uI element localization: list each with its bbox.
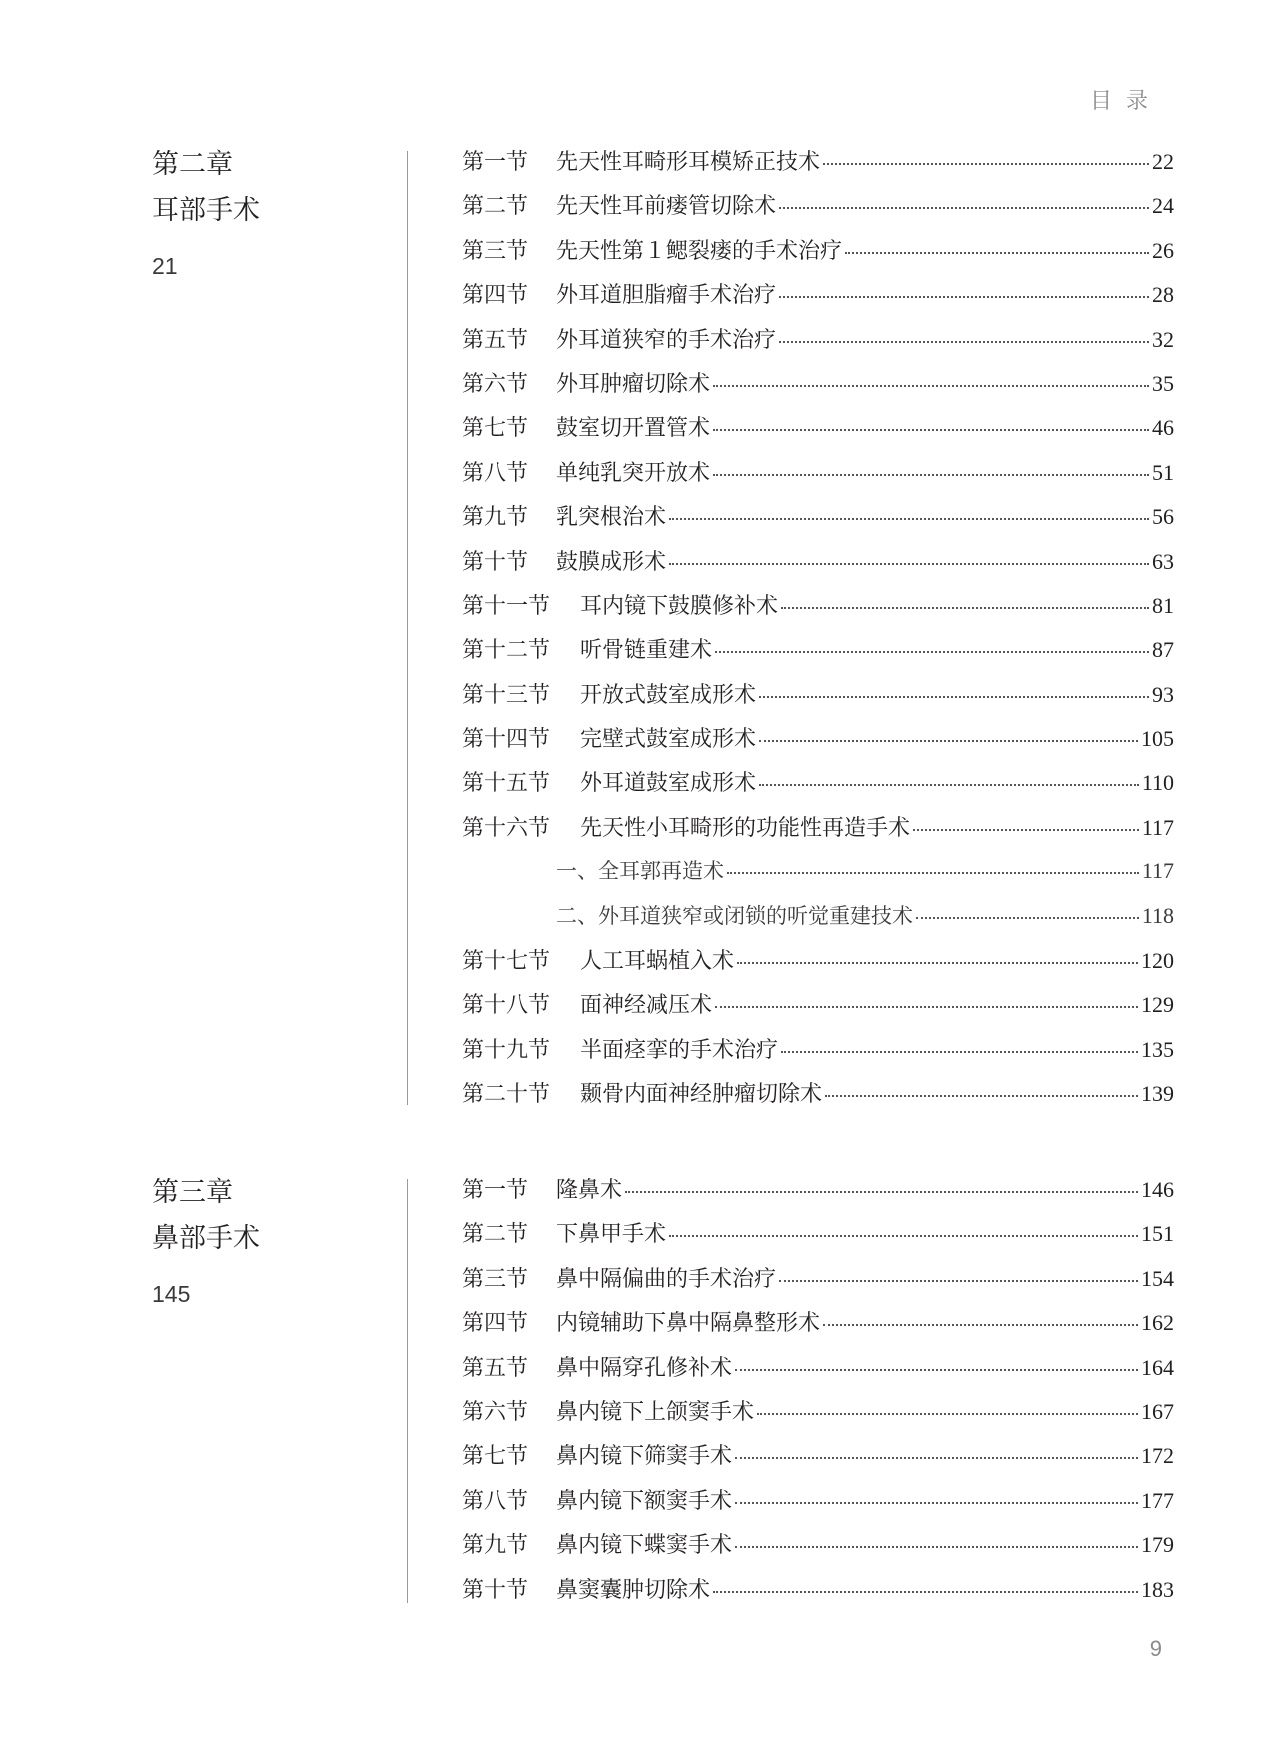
section-page-number: 117 [1141,814,1174,840]
dot-leader [669,563,1149,565]
section-page-number: 154 [1141,1265,1174,1291]
dot-leader [916,917,1139,919]
dot-leader [737,962,1138,964]
section-title: 鼻内镜下筛窦手术 [556,1444,733,1470]
toc-entry [462,1573,1174,1617]
section-number: 第四节 [462,283,529,309]
toc-entry-list [462,145,1174,1122]
dot-leader [715,651,1149,653]
toc-entry [462,411,1174,455]
toc-entry [462,367,1174,411]
section-title: 先天性耳前瘘管切除术 [556,194,777,220]
section-title: 鼻内镜下上颌窦手术 [556,1399,755,1425]
dot-leader [779,207,1149,209]
section-number: 第十五节 [462,771,551,797]
section-page-number: 167 [1141,1398,1174,1424]
section-title: 外耳道鼓室成形术 [580,771,757,797]
toc-entry [462,323,1174,367]
dot-leader [825,1095,1138,1097]
chapter-start-page: 145 [152,1281,191,1307]
toc-entry [462,456,1174,500]
toc-entry [462,1033,1174,1077]
dot-leader [625,1191,1138,1193]
section-page-number: 179 [1141,1532,1174,1558]
section-number: 第九节 [462,1533,529,1559]
section-title: 听骨链重建术 [580,638,713,664]
toc-entry [462,1528,1174,1572]
section-page-number: 110 [1141,770,1174,796]
dot-leader [781,607,1149,609]
section-page-number: 105 [1141,726,1174,752]
section-title: 一、全耳郭再造术 [556,859,724,884]
section-number: 第十八节 [462,993,551,1019]
section-page-number: 32 [1152,326,1174,352]
section-number: 第十三节 [462,682,551,708]
section-page-number: 46 [1152,415,1174,441]
toc-entry [462,766,1174,810]
section-title: 鼻中隔偏曲的手术治疗 [556,1266,777,1292]
toc-entry [462,1173,1174,1217]
dot-leader [713,385,1149,387]
dot-leader [727,872,1139,874]
dot-leader [715,1006,1138,1008]
section-number: 第八节 [462,460,529,486]
section-number: 第十二节 [462,638,551,664]
dot-leader [913,829,1139,831]
toc-entry [462,1077,1174,1121]
section-title: 完壁式鼓室成形术 [580,727,757,753]
section-title: 先天性小耳畸形的功能性再造手术 [580,815,911,841]
toc-subentry [462,900,1174,944]
section-page-number: 51 [1152,459,1174,485]
dot-leader [713,1591,1138,1593]
section-page-number: 87 [1152,637,1174,663]
divider-line [407,1179,408,1603]
toc-entry [462,500,1174,544]
dot-leader [735,1546,1138,1548]
section-number: 第十节 [462,1577,529,1603]
section-number: 第六节 [462,371,529,397]
dot-leader [823,163,1149,165]
section-page-number: 22 [1152,149,1174,174]
section-title: 外耳道狭窄的手术治疗 [556,327,777,353]
section-number: 第十九节 [462,1037,551,1063]
section-page-number: 63 [1152,548,1174,574]
dot-leader [735,1457,1138,1459]
section-page-number: 183 [1141,1576,1174,1602]
toc-entry [462,722,1174,766]
section-page-number: 146 [1141,1177,1174,1202]
chapter-start-page: 21 [152,253,178,279]
running-header: 目录 [1089,89,1162,114]
section-page-number: 24 [1152,193,1174,219]
chapter-label: 第二章 [152,149,233,180]
dot-leader [757,1413,1138,1415]
dot-leader [845,252,1149,254]
toc-entry [462,678,1174,722]
section-title: 内镜辅助下鼻中隔鼻整形术 [556,1311,821,1337]
section-title: 外耳肿瘤切除术 [556,371,711,397]
section-number: 第五节 [462,1355,529,1381]
chapter-title: 鼻部手术 [152,1223,260,1254]
toc-entry [462,1439,1174,1483]
section-title: 隆鼻术 [556,1178,623,1203]
page-number: 9 [1149,1636,1162,1661]
section-page-number: 129 [1141,992,1174,1018]
section-title: 颞骨内面神经肿瘤切除术 [580,1082,823,1108]
section-page-number: 117 [1141,858,1174,884]
toc-entry [462,1262,1174,1306]
toc-entry-list [462,1173,1174,1617]
section-title: 单纯乳突开放术 [556,460,711,486]
section-title: 外耳道胆脂瘤手术治疗 [556,283,777,309]
section-title: 耳内镜下鼓膜修补术 [580,593,779,619]
section-title: 面神经减压术 [580,993,713,1019]
section-number: 第一节 [462,150,529,175]
divider-line [407,151,408,1105]
section-title: 半面痉挛的手术治疗 [580,1037,779,1063]
toc-entry [462,1306,1174,1350]
section-number: 第十六节 [462,815,551,841]
section-page-number: 162 [1141,1310,1174,1336]
section-page-number: 26 [1152,237,1174,263]
toc-entry [462,633,1174,677]
dot-leader [759,784,1139,786]
dot-leader [669,518,1149,520]
section-page-number: 172 [1141,1443,1174,1469]
toc-entry [462,145,1174,189]
section-number: 第十节 [462,549,529,575]
dot-leader [781,1051,1138,1053]
section-number: 第四节 [462,1311,529,1337]
section-title: 鼓室切开置管术 [556,416,711,442]
dot-leader [759,696,1149,698]
chapter-heading [152,1173,260,1308]
toc-entry [462,944,1174,988]
chapter-title: 耳部手术 [152,195,260,226]
section-number: 第五节 [462,327,529,353]
section-number: 第十七节 [462,949,551,975]
section-title: 先天性第１鳃裂瘘的手术治疗 [556,238,843,264]
section-title: 先天性耳畸形耳模矫正技术 [556,150,821,175]
section-title: 人工耳蜗植入术 [580,949,735,975]
chapter-label: 第三章 [152,1177,233,1208]
dot-leader [713,429,1149,431]
dot-leader [759,740,1138,742]
toc-entry [462,1484,1174,1528]
toc-entry [462,234,1174,278]
section-number: 第三节 [462,238,529,264]
section-number: 第八节 [462,1488,529,1514]
toc-entry [462,811,1174,855]
section-number: 第二节 [462,1222,529,1248]
dot-leader [779,296,1149,298]
section-page-number: 164 [1141,1354,1174,1380]
section-number: 第九节 [462,505,529,531]
section-number: 第七节 [462,416,529,442]
dot-leader [669,1235,1138,1237]
section-page-number: 151 [1141,1221,1174,1247]
toc-entry [462,1217,1174,1261]
section-title: 鼻内镜下蝶窦手术 [556,1533,733,1559]
section-number: 第三节 [462,1266,529,1292]
section-number: 第二十节 [462,1082,551,1108]
section-title: 开放式鼓室成形术 [580,682,757,708]
toc-entry [462,545,1174,589]
dot-leader [735,1502,1138,1504]
section-page-number: 118 [1141,902,1174,928]
section-page-number: 56 [1152,504,1174,530]
toc-subentry [462,855,1174,899]
toc-entry [462,589,1174,633]
section-page-number: 81 [1152,592,1174,618]
section-title: 鼻中隔穿孔修补术 [556,1355,733,1381]
section-page-number: 93 [1152,681,1174,707]
toc-entry [462,1395,1174,1439]
section-page-number: 135 [1141,1036,1174,1062]
section-page-number: 120 [1141,948,1174,974]
section-number: 第七节 [462,1444,529,1470]
section-number: 第一节 [462,1178,529,1203]
dot-leader [713,474,1149,476]
section-title: 二、外耳道狭窄或闭锁的听觉重建技术 [556,903,913,928]
dot-leader [823,1324,1138,1326]
toc-entry [462,278,1174,322]
toc-entry [462,988,1174,1032]
toc-entry [462,189,1174,233]
section-number: 第十一节 [462,593,551,619]
chapter-heading [152,145,260,280]
dot-leader [735,1369,1138,1371]
section-number: 第六节 [462,1399,529,1425]
section-title: 鼻窦囊肿切除术 [556,1577,711,1603]
section-title: 下鼻甲手术 [556,1222,667,1248]
section-title: 乳突根治术 [556,505,667,531]
section-page-number: 28 [1152,282,1174,308]
dot-leader [779,341,1149,343]
section-page-number: 139 [1141,1081,1174,1107]
section-page-number: 177 [1141,1487,1174,1513]
section-page-number: 35 [1152,370,1174,396]
section-number: 第十四节 [462,727,551,753]
section-number: 第二节 [462,194,529,220]
toc-entry [462,1351,1174,1395]
dot-leader [779,1280,1138,1282]
section-title: 鼓膜成形术 [556,549,667,575]
section-title: 鼻内镜下额窦手术 [556,1488,733,1514]
